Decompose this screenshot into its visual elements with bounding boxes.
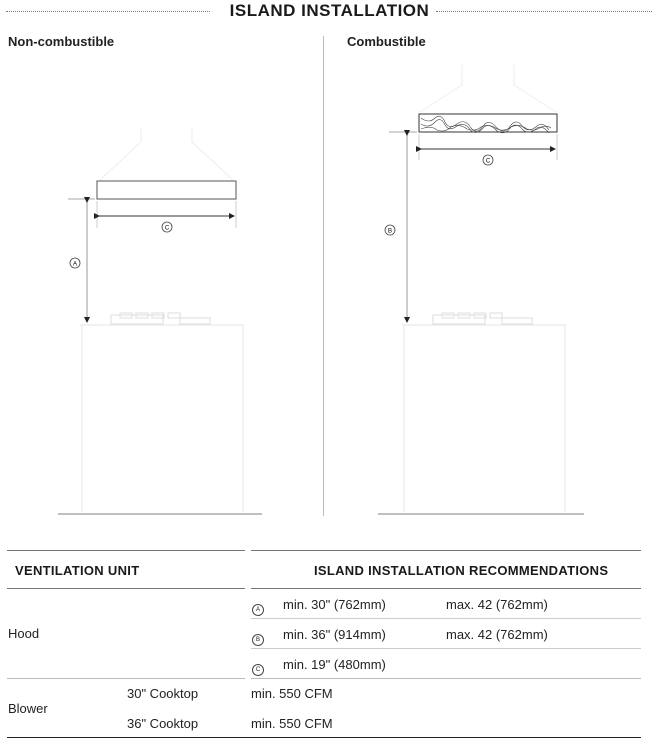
blower-label: Blower	[8, 701, 48, 716]
hood-icon	[97, 181, 236, 199]
marker-a-icon: A	[252, 598, 264, 616]
svg-text:A: A	[72, 261, 78, 268]
section-rule-left	[7, 678, 245, 679]
row-rule	[251, 618, 641, 619]
blower-30-cooktop: 30" Cooktop	[127, 686, 199, 701]
hood-b-min: min. 36" (914mm)	[283, 627, 386, 642]
hood-a-max: max. 42 (762mm)	[446, 597, 548, 612]
header-island-recommendations: ISLAND INSTALLATION RECOMMENDATIONS	[314, 563, 609, 578]
page-title: ISLAND INSTALLATION	[0, 1, 659, 21]
blower-36-value: min. 550 CFM	[251, 716, 333, 731]
non-combustible-label: Non-combustible	[8, 34, 115, 49]
blower-36-cooktop: 36" Cooktop	[127, 716, 199, 731]
svg-text:C: C	[485, 158, 491, 165]
combustible-diagram	[378, 65, 584, 514]
hood-b-max: max. 42 (762mm)	[446, 627, 548, 642]
cooktop-icon-right	[433, 313, 532, 324]
table-top-rule-left	[7, 550, 245, 551]
hood-a-min: min. 30" (762mm)	[283, 597, 386, 612]
table-top-rule-right	[251, 550, 641, 551]
header-ventilation-unit: VENTILATION UNIT	[15, 563, 140, 578]
row-rule	[251, 648, 641, 649]
hood-c-min: min. 19" (480mm)	[283, 657, 386, 672]
blower-30-value: min. 550 CFM	[251, 686, 333, 701]
hood-label: Hood	[8, 626, 40, 641]
marker-b-icon: B	[252, 628, 264, 646]
cooktop-icon	[111, 313, 210, 324]
marker-c-icon: C	[252, 658, 264, 676]
section-rule-right	[251, 678, 641, 679]
svg-text:B: B	[387, 228, 393, 235]
combustible-label: Combustible	[347, 34, 426, 49]
header-rule-right	[251, 588, 641, 589]
header-rule-left	[7, 588, 245, 589]
non-combustible-diagram	[58, 128, 262, 514]
svg-text:C: C	[164, 225, 170, 232]
table-bottom-rule	[7, 737, 641, 738]
